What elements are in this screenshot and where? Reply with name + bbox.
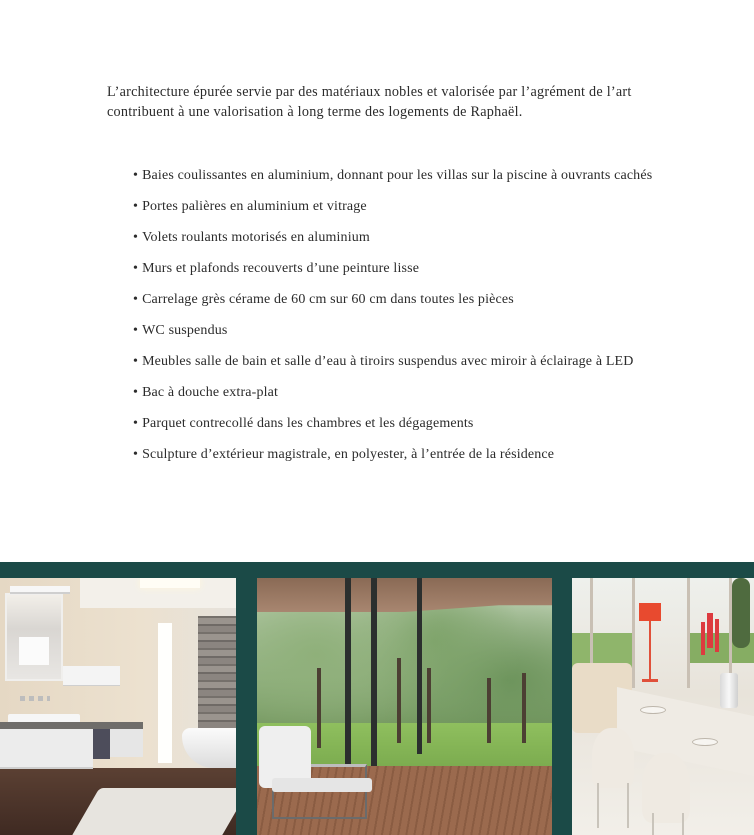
bathroom-photo [0,578,236,835]
feature-text: Murs et plafonds recouverts d’une peinture lisse [142,261,420,276]
feature-item [133,260,653,277]
photo-band [0,562,754,835]
bullet-icon: • [133,447,139,462]
feature-text: Volets roulants motorisés en aluminium [142,230,370,245]
feature-item [133,198,653,215]
feature-item [133,229,653,246]
bullet-icon: • [133,292,139,307]
feature-item [133,384,653,401]
bullet-icon: • [133,385,139,400]
bullet-icon: • [133,230,139,245]
feature-list [133,167,653,477]
bullet-icon: • [133,261,139,276]
feature-text: Meubles salle de bain et salle d’eau à tiroirs suspendus avec miroir à éclairage à LED [142,354,634,369]
bullet-icon: • [133,168,139,183]
bullet-icon: • [133,354,139,369]
feature-text: Portes palières en aluminium et vitrage [142,199,367,214]
bullet-icon: • [133,199,139,214]
feature-text: Carrelage grès cérame de 60 cm sur 60 cm dans toutes les pièces [142,292,514,307]
feature-text: Baies coulissantes en aluminium, donnant pour les villas sur la piscine à ouvrants cachés [142,168,653,183]
feature-item [133,353,653,370]
feature-item [133,167,653,184]
dining-room-photo [572,578,754,835]
feature-text: Parquet contrecollé dans les chambres et les dégagements [142,416,474,431]
bullet-icon: • [133,416,139,431]
terrace-photo [257,578,552,835]
feature-text: Sculpture d’extérieur magistrale, en polyester, à l’entrée de la résidence [142,447,555,462]
intro-paragraph: L’architecture épurée servie par des matériaux nobles et valorisée par l’agrément de l’art contribuent à une valorisation à long terme des logements de Raphaël. [107,84,632,120]
feature-item [133,291,653,308]
feature-item [133,415,653,432]
feature-item [133,446,653,463]
bullet-icon: • [133,323,139,338]
feature-text: WC suspendus [142,323,228,338]
feature-text: Bac à douche extra-plat [142,385,279,400]
feature-item [133,322,653,339]
